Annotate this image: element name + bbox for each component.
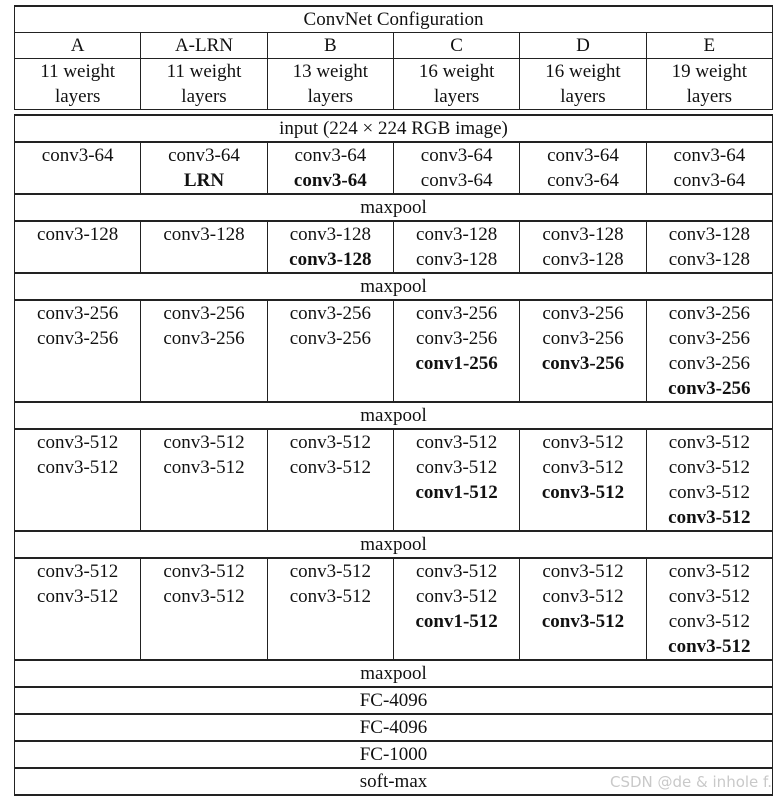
layer-label: conv3-512	[542, 561, 624, 582]
column-depth	[520, 59, 646, 110]
conv-block-row	[15, 558, 773, 660]
depth-line: layers	[433, 86, 480, 107]
layer-label: conv3-64	[294, 145, 367, 166]
conv-cell	[646, 429, 772, 531]
layer-label: conv3-256	[668, 353, 750, 374]
conv-cell	[141, 300, 267, 402]
maxpool-label: maxpool	[15, 531, 773, 558]
conv-cell	[393, 300, 519, 402]
conv-cell	[141, 221, 267, 273]
layer-label: conv3-128	[542, 249, 624, 270]
conv-cell	[15, 142, 141, 194]
layer-label: conv3-64	[420, 145, 493, 166]
column-depth	[141, 59, 267, 110]
maxpool-label: maxpool	[15, 273, 773, 300]
layer-label: conv3-256	[37, 303, 119, 324]
conv-cell	[646, 558, 772, 660]
layer-label: conv3-512	[37, 457, 119, 478]
conv-cell	[393, 142, 519, 194]
layer-label: conv3-256	[416, 328, 498, 349]
layer-label: conv3-512	[37, 561, 119, 582]
layer-label: LRN	[183, 170, 225, 191]
conv-cell	[646, 142, 772, 194]
layer-label: conv3-128	[542, 224, 624, 245]
layer-label: conv3-256	[163, 328, 245, 349]
layer-label: conv3-64	[547, 145, 619, 166]
depth-line: layers	[560, 86, 606, 107]
tail-layer-row	[15, 660, 773, 687]
layer-label: conv3-512	[163, 561, 245, 582]
maxpool-label: maxpool	[15, 402, 773, 429]
layer-label: conv3-256	[542, 328, 624, 349]
layer-label: conv3-256	[163, 303, 245, 324]
maxpool-label-row	[15, 194, 773, 221]
conv-cell	[141, 558, 267, 660]
layer-label: conv3-512	[668, 636, 751, 657]
conv-cell	[15, 221, 141, 273]
layer-label: conv3-512	[668, 561, 750, 582]
conv-cell	[267, 221, 393, 273]
layer-label: conv3-512	[163, 457, 245, 478]
layer-label: conv3-256	[416, 303, 498, 324]
tail-layer: FC-1000	[15, 741, 773, 768]
depth-line: layers	[686, 86, 732, 107]
conv-block-row	[15, 429, 773, 531]
conv-cell	[393, 429, 519, 531]
depth-line: layers	[307, 86, 353, 107]
convnet-config-table-wrapper	[14, 5, 773, 796]
conv-cell	[520, 221, 646, 273]
depth-line: 11 weight	[166, 61, 242, 82]
layer-label: conv3-512	[416, 457, 498, 478]
layer-label: conv3-512	[542, 457, 624, 478]
depth-line: 13 weight	[292, 61, 369, 82]
tail-layer: soft-max	[15, 768, 773, 795]
conv-cell	[393, 221, 519, 273]
layer-label: conv3-64	[41, 145, 114, 166]
depth-line: 11 weight	[40, 61, 116, 82]
input-label-row	[15, 115, 773, 142]
layer-label: conv3-512	[541, 482, 625, 503]
conv-cell	[393, 558, 519, 660]
column-depth	[646, 59, 772, 110]
column-depth	[15, 59, 141, 110]
layer-label: conv3-128	[668, 224, 750, 245]
depth-row	[15, 59, 773, 110]
depth-line: 16 weight	[418, 61, 495, 82]
layer-label: conv3-512	[668, 507, 751, 528]
column-depth	[393, 59, 519, 110]
maxpool-label-row	[15, 273, 773, 300]
layer-label: conv3-128	[37, 224, 119, 245]
layer-label: conv3-64	[673, 145, 746, 166]
layer-label: conv3-256	[668, 303, 750, 324]
layer-label: conv3-512	[289, 561, 371, 582]
column-name: A	[15, 33, 141, 59]
layer-label: conv3-512	[416, 561, 498, 582]
conv-cell	[646, 221, 772, 273]
conv-cell	[520, 300, 646, 402]
conv-block-row	[15, 300, 773, 402]
tail-layer: FC-4096	[15, 687, 773, 714]
layer-label: conv3-128	[163, 224, 245, 245]
conv-cell	[15, 429, 141, 531]
layer-label: conv3-128	[289, 224, 371, 245]
layer-label: conv3-512	[37, 586, 119, 607]
layer-label: conv1-512	[415, 482, 498, 503]
layer-label: conv3-512	[542, 432, 624, 453]
conv-cell	[15, 558, 141, 660]
layer-label: conv3-512	[289, 457, 371, 478]
layer-label: conv3-256	[668, 328, 750, 349]
watermark: CSDN @de & inhole f.	[610, 773, 772, 791]
column-depth	[267, 59, 393, 110]
layer-label: conv3-512	[37, 432, 119, 453]
column-name: A-LRN	[141, 33, 267, 59]
layer-label: conv3-256	[37, 328, 119, 349]
conv-cell	[520, 429, 646, 531]
convnet-config-table	[14, 5, 773, 796]
layer-label: conv3-512	[542, 586, 624, 607]
title-row	[15, 6, 773, 33]
column-name: C	[393, 33, 519, 59]
layer-label: conv3-512	[668, 611, 750, 632]
depth-line: 19 weight	[671, 61, 748, 82]
maxpool-label-row	[15, 531, 773, 558]
layer-label: conv3-512	[668, 586, 750, 607]
layer-label: conv3-64	[168, 145, 240, 166]
layer-label: conv3-512	[541, 611, 625, 632]
layer-label: conv3-512	[668, 482, 750, 503]
layer-label: conv3-128	[416, 224, 498, 245]
conv-block-row	[15, 221, 773, 273]
column-name: E	[646, 33, 772, 59]
conv-cell	[267, 142, 393, 194]
table-title: ConvNet Configuration	[15, 6, 773, 33]
column-name: B	[267, 33, 393, 59]
conv-block-row	[15, 142, 773, 194]
depth-line: layers	[181, 86, 227, 107]
depth-line: layers	[54, 86, 101, 107]
layer-label: conv3-256	[289, 328, 371, 349]
conv-cell	[520, 558, 646, 660]
table-body	[15, 6, 773, 795]
layer-label: conv3-256	[542, 303, 624, 324]
layer-label: conv3-64	[547, 170, 619, 191]
layer-label: conv3-64	[420, 170, 493, 191]
layer-label: conv3-512	[289, 586, 371, 607]
layer-label: conv3-256	[668, 378, 751, 399]
layer-label: conv3-64	[673, 170, 746, 191]
layer-label: conv1-512	[415, 611, 498, 632]
layer-label: conv3-128	[289, 249, 372, 270]
conv-cell	[267, 300, 393, 402]
conv-cell	[15, 300, 141, 402]
layer-label: conv3-512	[416, 586, 498, 607]
tail-layer: maxpool	[15, 660, 773, 687]
layer-label: conv3-128	[668, 249, 750, 270]
column-name-row	[15, 33, 773, 59]
conv-cell	[141, 429, 267, 531]
layer-label: conv3-512	[289, 432, 371, 453]
tail-layer-row	[15, 714, 773, 741]
layer-label: conv1-256	[415, 353, 498, 374]
layer-label: conv3-512	[163, 432, 245, 453]
tail-layer-row	[15, 741, 773, 768]
input-label: input (224 × 224 RGB image)	[15, 115, 773, 142]
depth-line: 16 weight	[545, 61, 621, 82]
tail-layer-row	[15, 687, 773, 714]
layer-label: conv3-256	[541, 353, 625, 374]
column-name: D	[520, 33, 646, 59]
layer-label: conv3-256	[289, 303, 371, 324]
layer-label: conv3-64	[293, 170, 367, 191]
layer-label: conv3-512	[668, 432, 750, 453]
tail-layer: FC-4096	[15, 714, 773, 741]
conv-cell	[520, 142, 646, 194]
conv-cell	[267, 558, 393, 660]
maxpool-label: maxpool	[15, 194, 773, 221]
layer-label: conv3-512	[163, 586, 245, 607]
conv-cell	[141, 142, 267, 194]
conv-cell	[267, 429, 393, 531]
layer-label: conv3-512	[668, 457, 750, 478]
layer-label: conv3-128	[416, 249, 498, 270]
conv-cell	[646, 300, 772, 402]
layer-label: conv3-512	[416, 432, 498, 453]
maxpool-label-row	[15, 402, 773, 429]
